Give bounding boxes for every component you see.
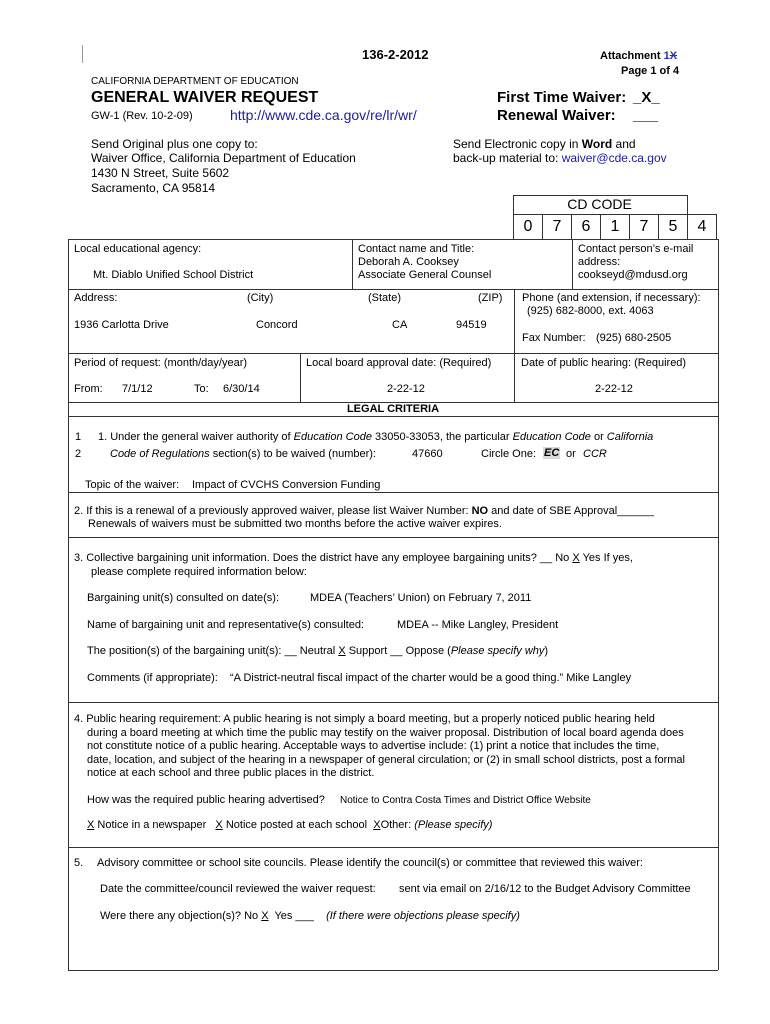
fax-value: (925) 680-2505 — [596, 332, 672, 344]
q3-line1: 3. Collective bargaining unit information. Does the district have any employee bargaining units? __ No X Yes If yes, — [74, 552, 633, 564]
units-label: Bargaining unit(s) consulted on date(s): — [87, 592, 279, 604]
q4-para-line3: not constitute notice of a public hearing. Acceptable ways to advertise include: (1) print a notice that includes the time, — [87, 740, 660, 752]
state-label: (State) — [368, 292, 402, 304]
hearing-date-label: Date of public hearing: (Required) — [521, 357, 687, 369]
send-original-line3: 1430 N Street, Suite 5602 — [91, 166, 230, 180]
cd-code-digit: 5 — [658, 215, 687, 239]
advertise-options: X Notice in a newspaper X Notice posted at each school XOther: (Please specify) — [87, 819, 493, 831]
support-mark: X — [338, 645, 346, 657]
rep-label: Name of bargaining unit and representative(s) consulted: — [87, 619, 364, 631]
cd-code-digit: 1 — [600, 215, 629, 239]
section-number: 47660 — [412, 448, 443, 460]
margin-mark — [82, 45, 83, 63]
renewal-waiver-value: ___ — [633, 107, 659, 124]
cd-code-digit: 6 — [571, 215, 600, 239]
word-format: Word — [581, 137, 613, 151]
posted-mark: X — [215, 819, 223, 831]
city-label: (City) — [247, 292, 274, 304]
form-id: GW-1 (Rev. 10-2-09) — [91, 110, 193, 122]
to-date: 6/30/14 — [223, 383, 260, 395]
circle-ccr: CCR — [583, 448, 607, 460]
other-mark: X — [373, 819, 381, 831]
rep-value: MDEA -- Mike Langley, President — [397, 619, 559, 631]
line-number-2: 2 — [75, 448, 82, 460]
contact-email: cookseyd@mdusd.org — [578, 269, 688, 281]
circle-one-label: Circle One: — [481, 448, 537, 460]
cd-code-digit: 7 — [629, 215, 658, 239]
attachment-label: Attachment 1X — [600, 50, 678, 62]
cd-code-label: CD CODE — [567, 196, 632, 212]
send-electronic-line: Send Electronic copy in Word and — [453, 137, 636, 151]
q4-para-line4: date, location, and subject of the hearing in a newspaper of general circulation; or (2) in small school districts, post a formal — [87, 754, 685, 766]
topic-label: Topic of the waiver: — [85, 479, 180, 491]
waiver-url-link[interactable]: http://www.cde.ca.gov/re/lr/wr/ — [230, 107, 417, 123]
waiver-email-link[interactable]: waiver@cde.ca.gov — [561, 151, 667, 165]
comments-value: “A District-neutral fiscal impact of the charter would be a good thing.” Mike Langley — [230, 672, 632, 684]
line-number-1: 1 — [75, 431, 82, 443]
send-backup-line: back-up material to: waiver@cde.ca.gov — [453, 151, 667, 165]
first-time-waiver-value: _X_ — [633, 89, 660, 106]
email-label-1: Contact person’s e-mail — [578, 243, 694, 255]
newspaper-mark: X — [87, 819, 95, 831]
topic-value: Impact of CVCHS Conversion Funding — [192, 479, 381, 491]
agency-label: Local educational agency: — [74, 243, 202, 255]
objection-line: Were there any objection(s)? No X Yes ___ (If there were objections please specify) — [100, 910, 520, 922]
send-original-line4: Sacramento, CA 95814 — [91, 181, 216, 195]
position-line: The position(s) of the bargaining unit(s): __ Neutral X Support __ Oppose (Please specify why) — [87, 645, 549, 657]
address-label: Address: — [74, 292, 118, 304]
fax-label: Fax Number: — [522, 332, 586, 344]
board-approval-label: Local board approval date: (Required) — [306, 357, 492, 369]
street-address: 1936 Carlotta Drive — [74, 319, 169, 331]
board-approval-date: 2-22-12 — [387, 383, 425, 395]
objection-no-mark: X — [261, 910, 269, 922]
phone-value: (925) 682-8000, ext. 4063 — [527, 305, 654, 317]
criteria-1-line1: 1. Under the general waiver authority of Education Code 33050-33053, the particular Education Code or California — [98, 431, 654, 443]
from-date: 7/1/12 — [122, 383, 153, 395]
to-label: To: — [194, 383, 209, 395]
comments-label: Comments (if appropriate): — [87, 672, 218, 684]
department-name: CALIFORNIA DEPARTMENT OF EDUCATION — [91, 76, 299, 87]
contact-name: Deborah A. Cooksey — [358, 256, 459, 268]
city-value: Concord — [256, 319, 298, 331]
how-advertised-label: How was the required public hearing advertised? — [87, 794, 325, 806]
committee-date-value: sent via email on 2/16/12 to the Budget Advisory Committee — [399, 883, 691, 895]
circle-or: or — [566, 448, 576, 460]
zip-label: (ZIP) — [478, 292, 503, 304]
cd-code-digit: 0 — [513, 215, 542, 239]
from-label: From: — [74, 383, 103, 395]
document-number: 136-2-2012 — [362, 47, 429, 62]
attachment-number: 1 — [663, 50, 670, 62]
cd-code-digit: 4 — [687, 215, 717, 239]
q5-number: 5. — [74, 857, 84, 869]
cd-code-box — [513, 195, 717, 239]
attachment-strike: X — [669, 50, 678, 62]
first-time-waiver-label: First Time Waiver: — [497, 89, 627, 106]
renewal-waiver-label: Renewal Waiver: — [497, 107, 616, 124]
circle-ec-selected: EC — [544, 447, 560, 459]
committee-date-label: Date the committee/council reviewed the waiver request: — [100, 883, 376, 895]
state-value: CA — [392, 319, 408, 331]
period-label: Period of request: (month/day/year) — [74, 357, 248, 369]
q2-line2: Renewals of waivers must be submitted two months before the active waiver expires. — [88, 518, 502, 530]
hearing-date: 2-22-12 — [595, 383, 633, 395]
contact-title: Associate General Counsel — [358, 269, 492, 281]
units-value: MDEA (Teachers’ Union) on February 7, 2011 — [310, 592, 532, 604]
q2-line1: 2. If this is a renewal of a previously approved waiver, please list Waiver Number: NO and date of SBE Approval______ — [74, 505, 654, 517]
cd-code-digit: 7 — [542, 215, 571, 239]
criteria-1-line2: Code of Regulations section(s) to be waived (number): — [110, 448, 376, 460]
send-original-line1: Send Original plus one copy to: — [91, 137, 258, 151]
page-number: Page 1 of 4 — [621, 65, 680, 77]
q4-para-line1: 4. Public hearing requirement: A public hearing is not simply a board meeting, but a properly noticed public hearing held — [74, 713, 655, 725]
send-original-line2: Waiver Office, California Department of Education — [91, 151, 356, 165]
q3-line2: please complete required information below: — [91, 566, 307, 578]
how-advertised-value: Notice to Contra Costa Times and District Office Website — [340, 795, 591, 806]
q4-para-line2: during a board meeting at which time the public may testify on the waiver proposal. Distribution of local board agenda does — [87, 727, 684, 739]
bargaining-yes-mark: X — [572, 552, 580, 564]
contact-label: Contact name and Title: — [358, 243, 475, 255]
legal-criteria-heading: LEGAL CRITERIA — [346, 403, 440, 415]
q4-para-line5: notice at each school and three public places in the district. — [87, 767, 375, 779]
phone-label: Phone (and extension, if necessary): — [522, 292, 701, 304]
agency-name: Mt. Diablo Unified School District — [93, 269, 254, 281]
form-title: GENERAL WAIVER REQUEST — [91, 89, 319, 106]
waiver-number-value: NO — [471, 505, 489, 517]
email-label-2: address: — [578, 256, 621, 268]
zip-value: 94519 — [456, 319, 487, 331]
q5-line1: Advisory committee or school site councils. Please identify the council(s) or committee that reviewed this waiver: — [97, 857, 643, 869]
